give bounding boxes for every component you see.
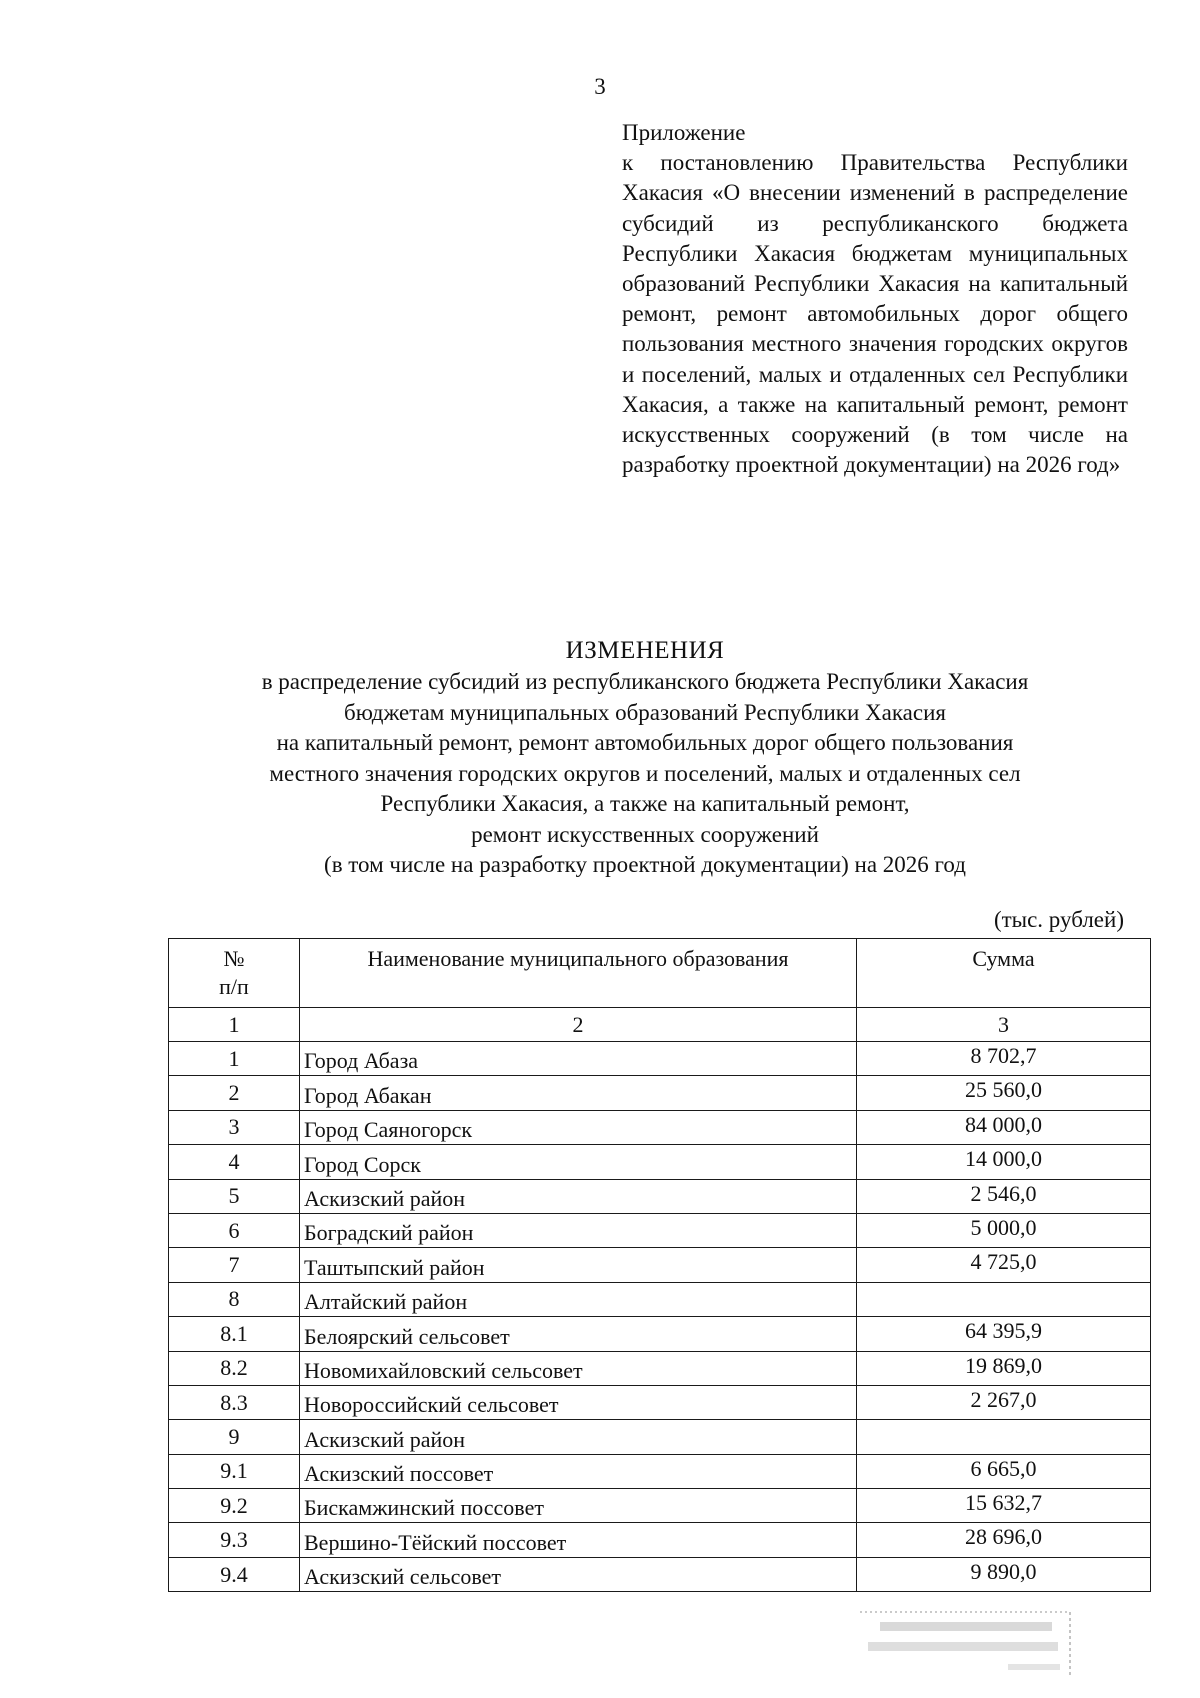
row-name-cell: Алтайский район	[300, 1282, 857, 1316]
row-number-cell: 8	[169, 1282, 300, 1316]
table-row	[169, 1317, 1151, 1351]
row-number-cell: 5	[169, 1179, 300, 1213]
row-number-cell: 9	[169, 1420, 300, 1454]
table-row	[169, 1042, 1151, 1076]
table-row	[169, 1248, 1151, 1282]
registration-stamp-icon	[858, 1608, 1072, 1682]
row-name-cell: Белоярский сельсовет	[300, 1317, 857, 1351]
document-heading	[150, 635, 1140, 881]
table-row	[169, 1282, 1151, 1316]
table-row	[169, 1523, 1151, 1557]
row-number-cell: 7	[169, 1248, 300, 1282]
row-name-cell: Бискамжинский поссовет	[300, 1489, 857, 1523]
table-row	[169, 1420, 1151, 1454]
subsidy-table	[168, 938, 1151, 1592]
row-sum-cell: 6 665,0	[857, 1454, 1151, 1488]
row-name-cell: Аскизский сельсовет	[300, 1557, 857, 1591]
row-name-cell: Город Сорск	[300, 1145, 857, 1179]
row-sum-cell: 14 000,0	[857, 1145, 1151, 1179]
document-title: ИЗМЕНЕНИЯ	[565, 637, 725, 664]
row-sum-cell: 2 546,0	[857, 1179, 1151, 1213]
row-sum-cell: 8 702,7	[857, 1042, 1151, 1076]
row-name-cell: Город Абакан	[300, 1076, 857, 1110]
appendix-text: к постановлению Правительства Республики Хакасия «О внесении изменений в распределение субсидий из республиканского бюджета Республики Хакасия бюджетам муниципальных образований Республики Хакасия на капитальный ремонт, ремонт автомобильных дорог общего пользования местного значения городских округов и поселений, малых и отдаленных сел Республики Хакасия, а также на капитальный ремонт, ремонт искусственных сооружений (в том числе на разработку проектной документации) на 2026 год»	[622, 150, 1128, 478]
row-sum-cell: 2 267,0	[857, 1385, 1151, 1419]
row-number-cell: 2	[169, 1076, 300, 1110]
table-row	[169, 1489, 1151, 1523]
row-number-cell: 4	[169, 1145, 300, 1179]
table-body	[169, 1042, 1151, 1592]
row-number-cell: 6	[169, 1213, 300, 1247]
row-sum-cell: 84 000,0	[857, 1110, 1151, 1144]
row-number-cell: 9.2	[169, 1489, 300, 1523]
row-name-cell: Город Абаза	[300, 1042, 857, 1076]
table-header-row	[169, 939, 1151, 1008]
page-number: 3	[594, 74, 606, 99]
header-sum: Сумма	[857, 939, 1151, 1008]
column-number-3: 3	[857, 1008, 1151, 1042]
column-number-2: 2	[300, 1008, 857, 1042]
row-number-cell: 9.1	[169, 1454, 300, 1488]
row-number-cell: 9.3	[169, 1523, 300, 1557]
row-name-cell: Новороссийский сельсовет	[300, 1385, 857, 1419]
table-row	[169, 1179, 1151, 1213]
appendix-block	[622, 118, 1128, 480]
row-number-cell: 8.2	[169, 1351, 300, 1385]
row-number-cell: 1	[169, 1042, 300, 1076]
row-name-cell: Аскизский район	[300, 1179, 857, 1213]
row-sum-cell: 9 890,0	[857, 1557, 1151, 1591]
header-number: № п/п	[169, 939, 300, 1008]
row-number-cell: 8.1	[169, 1317, 300, 1351]
row-name-cell: Вершино-Тёйский поссовет	[300, 1523, 857, 1557]
column-numbers-row	[169, 1008, 1151, 1042]
table-row	[169, 1351, 1151, 1385]
document-subtitle: в распределение субсидий из республиканского бюджета Республики Хакасия бюджетам муниципальных образований Республики Хакасия на капитальный ремонт, ремонт автомобильных дорог общего пользования местного значения городских округов и поселений, малых и отдаленных сел Республики Хакасия, а также на капитальный ремонт, ремонт искусственных сооружений (в том числе на разработку проектной документации) на 2026 год	[261, 669, 1029, 877]
row-number-cell: 9.4	[169, 1557, 300, 1591]
row-number-cell: 8.3	[169, 1385, 300, 1419]
column-number-1: 1	[169, 1008, 300, 1042]
row-sum-cell: 15 632,7	[857, 1489, 1151, 1523]
row-sum-cell: 25 560,0	[857, 1076, 1151, 1110]
table-row	[169, 1454, 1151, 1488]
row-name-cell: Боградский район	[300, 1213, 857, 1247]
appendix-heading: Приложение	[622, 120, 746, 145]
table-row	[169, 1145, 1151, 1179]
units-label: (тыс. рублей)	[993, 907, 1124, 932]
row-number-cell: 3	[169, 1110, 300, 1144]
row-sum-cell: 28 696,0	[857, 1523, 1151, 1557]
table-row	[169, 1110, 1151, 1144]
row-sum-cell	[857, 1420, 1151, 1454]
row-name-cell: Таштыпский район	[300, 1248, 857, 1282]
row-sum-cell: 64 395,9	[857, 1317, 1151, 1351]
row-name-cell: Аскизский поссовет	[300, 1454, 857, 1488]
table-row	[169, 1213, 1151, 1247]
row-sum-cell: 19 869,0	[857, 1351, 1151, 1385]
row-sum-cell: 4 725,0	[857, 1248, 1151, 1282]
row-name-cell: Аскизский район	[300, 1420, 857, 1454]
table-row	[169, 1557, 1151, 1591]
row-sum-cell	[857, 1282, 1151, 1316]
table-row	[169, 1076, 1151, 1110]
row-sum-cell: 5 000,0	[857, 1213, 1151, 1247]
row-name-cell: Новомихайловский сельсовет	[300, 1351, 857, 1385]
table-row	[169, 1385, 1151, 1419]
header-name: Наименование муниципального образования	[300, 939, 857, 1008]
row-name-cell: Город Саяногорск	[300, 1110, 857, 1144]
